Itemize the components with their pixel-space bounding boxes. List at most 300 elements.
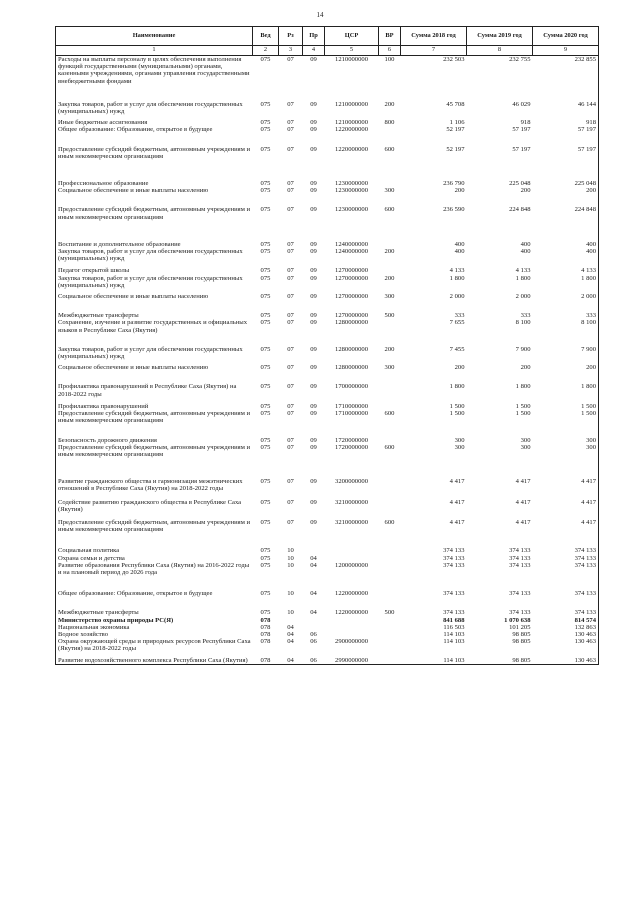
row-sum-2019: 400	[520, 248, 531, 256]
row-ved: 075	[260, 312, 271, 320]
row-sum-2019: 374 133	[509, 547, 531, 555]
row-sum-2018: 374 133	[443, 590, 465, 598]
row-name: Национальная экономика	[56, 624, 253, 631]
row-sum-2020: 374 133	[533, 562, 599, 576]
column-index: 3	[279, 46, 303, 56]
row-name: Расходы на выплаты персоналу в целях обеспечения выполнения функций государственными (муниципальными) органами, казенными учреждениями, органами управления государственными внебюджетными фондами	[56, 56, 253, 85]
row-rz: 07	[287, 56, 294, 63]
table-row	[56, 478, 599, 492]
row-pr: 06	[310, 630, 317, 638]
row-sum-2018: 7 455	[449, 345, 465, 353]
row-name: Охрана семьи и детства	[56, 555, 253, 562]
row-ved: 075	[260, 206, 271, 214]
row-ved: 075	[260, 293, 271, 301]
row-spacer	[56, 300, 599, 312]
row-pr: 09	[310, 180, 317, 188]
row-spacer	[56, 85, 599, 101]
column-index: 8	[467, 46, 533, 56]
row-pr: 09	[310, 518, 317, 526]
row-sum-2018: 114 103	[443, 630, 465, 638]
row-sum-2019: 918	[520, 119, 531, 127]
row-csr: 1280000000	[335, 364, 368, 372]
row-name: Профессиональное образование	[56, 180, 253, 187]
row-name: Предоставление субсидий бюджетным, автономным учреждениям и иным некоммерческим организациям	[56, 444, 253, 458]
row-name: Общее образование: Образование, открытое в будущее	[56, 126, 253, 133]
row-sum-2018: 1 500	[449, 402, 465, 410]
row-sum-2019: 225 048	[509, 180, 531, 188]
row-ved: 075	[260, 145, 271, 153]
table-row	[56, 590, 599, 597]
row-rz: 07	[287, 383, 294, 391]
row-sum-2018: 4 133	[449, 267, 465, 275]
table-row	[56, 56, 599, 85]
row-vr	[379, 437, 401, 444]
header-sum-2020: Сумма 2020 год	[533, 27, 599, 46]
row-sum-2019: 57 197	[512, 126, 531, 134]
row-pr: 09	[310, 410, 317, 418]
row-csr: 1240000000	[335, 248, 368, 256]
row-csr: 1230000000	[335, 180, 368, 188]
column-index: 5	[325, 46, 379, 56]
row-ved: 075	[260, 402, 271, 410]
row-pr: 09	[310, 274, 317, 282]
row-vr	[379, 638, 401, 652]
row-ved: 078	[260, 616, 271, 624]
row-csr: 1720000000	[335, 436, 368, 444]
row-csr	[325, 547, 379, 554]
row-name: Закупка товаров, работ и услуг для обеспечения государственных (муниципальных) нужд	[56, 275, 253, 289]
row-ved: 075	[260, 187, 271, 195]
row-ved: 075	[260, 478, 271, 486]
row-ved: 075	[260, 554, 271, 562]
row-sum-2019: 4 417	[515, 518, 531, 526]
table-row	[56, 555, 599, 562]
row-sum-2018: 333	[454, 312, 465, 320]
row-pr: 04	[310, 609, 317, 617]
row-pr: 04	[310, 590, 317, 598]
row-name: Развитие образования Республики Саха (Якутия) на 2016-2022 годы и на плановый период до 2026 года	[56, 562, 253, 576]
row-vr: 300	[384, 293, 395, 301]
row-sum-2019: 1 800	[515, 274, 531, 282]
row-sum-2020: 130 463	[533, 638, 599, 652]
row-sum-2018: 1 106	[449, 119, 465, 127]
row-sum-2019: 8 100	[515, 319, 531, 327]
row-csr: 2990000000	[325, 657, 379, 665]
row-spacer	[56, 160, 599, 180]
row-name: Иные бюджетные ассигнования	[56, 119, 253, 126]
row-vr	[379, 478, 401, 492]
row-rz: 10	[287, 609, 294, 617]
row-ved: 075	[260, 383, 271, 391]
row-sum-2018: 4 417	[449, 498, 465, 506]
row-sum-2019: 98 805	[467, 657, 533, 665]
row-vr: 200	[384, 274, 395, 282]
row-sum-2018: 300	[454, 443, 465, 451]
row-sum-2018: 374 133	[443, 561, 465, 569]
row-sum-2020: 300	[533, 437, 599, 444]
row-vr: 600	[384, 443, 395, 451]
row-pr: 06	[303, 657, 325, 665]
row-vr	[379, 403, 401, 410]
row-pr: 09	[310, 498, 317, 506]
row-rz: 04	[287, 638, 294, 646]
row-sum-2020: 300	[533, 444, 599, 458]
row-sum-2018: 52 197	[446, 145, 465, 153]
row-ved: 078	[260, 630, 271, 638]
table-row	[56, 241, 599, 248]
row-rz: 07	[287, 319, 294, 327]
row-sum-2019: 4 417	[515, 478, 531, 486]
row-pr: 09	[310, 364, 317, 372]
row-sum-2020: 200	[533, 364, 599, 371]
row-csr: 1220000000	[335, 145, 368, 153]
row-name: Общее образование: Образование, открытое в будущее	[56, 590, 253, 597]
column-index: 9	[533, 46, 599, 56]
row-name: Социальное обеспечение и иные выплаты населению	[56, 293, 253, 300]
row-pr: 09	[310, 119, 317, 127]
row-name: Социальное обеспечение и иные выплаты населению	[56, 187, 253, 194]
row-rz: 07	[287, 206, 294, 214]
header-sum-2019: Сумма 2019 год	[467, 27, 533, 46]
row-sum-2018: 114 103	[443, 638, 465, 646]
row-vr: 600	[384, 145, 395, 153]
row-vr: 100	[384, 56, 395, 63]
row-sum-2019: 4 133	[515, 267, 531, 275]
row-rz: 10	[287, 554, 294, 562]
row-sum-2020: 224 848	[533, 206, 599, 220]
row-pr: 09	[310, 126, 317, 134]
row-ved: 075	[260, 126, 271, 134]
row-sum-2019: 1 800	[515, 383, 531, 391]
header-sum-2018: Сумма 2018 год	[401, 27, 467, 46]
row-rz: 07	[287, 478, 294, 486]
row-sum-2018: 400	[454, 240, 465, 248]
column-index: 7	[401, 46, 467, 56]
row-sum-2020: 132 863	[533, 624, 599, 631]
row-spacer	[56, 533, 599, 547]
row-ved: 075	[260, 590, 271, 598]
row-rz: 07	[287, 100, 294, 108]
row-ved: 075	[260, 518, 271, 526]
row-rz: 04	[279, 657, 303, 665]
row-sum-2020: 225 048	[533, 180, 599, 187]
row-sum-2020: 374 133	[533, 555, 599, 562]
row-name: Развитие водохозяйственного комплекса Республики Саха (Якутия)	[56, 657, 253, 665]
row-vr	[379, 562, 401, 576]
row-sum-2019: 101 205	[509, 623, 531, 631]
row-csr: 1270000000	[335, 267, 368, 275]
row-sum-2019: 374 133	[509, 590, 531, 598]
table-row	[56, 617, 599, 624]
row-ved: 075	[260, 100, 271, 108]
row-ved: 075	[260, 180, 271, 188]
row-ved: 075	[260, 248, 271, 256]
row-sum-2020: 1 500	[533, 410, 599, 424]
row-pr: 04	[310, 554, 317, 562]
row-rz: 07	[287, 119, 294, 127]
row-sum-2018: 52 197	[446, 126, 465, 134]
table-row	[56, 275, 599, 289]
row-sum-2020: 8 100	[533, 319, 599, 333]
row-sum-2018: 236 790	[443, 180, 465, 188]
column-index: 4	[303, 46, 325, 56]
row-sum-2020: 1 800	[533, 383, 599, 397]
row-pr: 09	[310, 478, 317, 486]
table-row	[56, 437, 599, 444]
row-name: Охрана окружающей среды и природных ресурсов Республики Саха (Якутия) на 2018-2022 годы	[56, 638, 253, 652]
row-sum-2018: 4 417	[449, 478, 465, 486]
row-name: Развитие гражданского общества и гармонизация межэтнических отношений в Республике Саха (Якутия) на 2018-2022 годы	[56, 478, 253, 492]
row-sum-2018: 45 708	[446, 100, 465, 108]
table-row	[56, 146, 599, 160]
row-rz: 07	[287, 126, 294, 134]
row-vr: 600	[384, 206, 395, 214]
row-spacer	[56, 134, 599, 146]
row-ved: 075	[260, 240, 271, 248]
header-name: Наименование	[56, 27, 253, 46]
row-ved: 075	[260, 410, 271, 418]
row-sum-2019: 1 070 638	[504, 616, 531, 624]
row-csr: 1210000000	[335, 119, 368, 127]
row-spacer	[56, 458, 599, 478]
row-csr: 1710000000	[335, 410, 368, 418]
row-csr: 1270000000	[335, 293, 368, 301]
row-pr: 09	[310, 267, 317, 275]
row-csr: 3210000000	[335, 518, 368, 526]
row-pr: 09	[310, 56, 317, 63]
row-sum-2018: 374 133	[443, 609, 465, 617]
row-sum-2018: 200	[454, 364, 465, 372]
row-sum-2020: 374 133	[533, 547, 599, 554]
row-vr	[379, 631, 401, 638]
row-rz: 07	[287, 402, 294, 410]
row-pr: 09	[310, 248, 317, 256]
row-sum-2020: 400	[533, 241, 599, 248]
table-row	[56, 638, 599, 652]
row-csr: 1220000000	[335, 609, 368, 617]
row-rz: 07	[287, 187, 294, 195]
row-name: Министерство охраны природы РС(Я)	[56, 617, 253, 624]
row-vr: 600	[384, 410, 395, 418]
row-vr: 300	[384, 187, 395, 195]
table-row	[56, 631, 599, 638]
table-row	[56, 403, 599, 410]
row-spacer	[56, 425, 599, 437]
row-sum-2019: 400	[520, 240, 531, 248]
row-rz: 07	[287, 293, 294, 301]
row-sum-2019: 98 805	[512, 630, 531, 638]
row-vr	[379, 383, 401, 397]
row-rz: 07	[287, 240, 294, 248]
table-row	[56, 206, 599, 220]
row-ved: 075	[260, 267, 271, 275]
row-vr	[379, 241, 401, 248]
row-ved: 075	[260, 547, 271, 555]
budget-table	[55, 26, 599, 665]
row-rz: 07	[287, 345, 294, 353]
row-sum-2019: 333	[520, 312, 531, 320]
table-row	[56, 319, 599, 333]
row-sum-2020: 57 197	[533, 146, 599, 160]
row-sum-2019: 200	[520, 187, 531, 195]
row-vr	[379, 624, 401, 631]
row-name: Сохранение, изучение и развитие государственных и официальных языков в Республике Саха (Якутия)	[56, 319, 253, 333]
row-ved: 075	[260, 119, 271, 127]
row-rz: 07	[287, 364, 294, 372]
table-row	[56, 383, 599, 397]
column-index-row	[56, 46, 599, 56]
row-pr: 09	[310, 383, 317, 391]
row-sum-2020: 232 855	[533, 56, 599, 85]
row-sum-2020: 400	[533, 248, 599, 262]
row-sum-2018: 1 800	[449, 274, 465, 282]
row-sum-2019: 374 133	[509, 561, 531, 569]
row-vr	[379, 590, 401, 597]
row-sum-2020: 4 417	[533, 478, 599, 492]
row-vr: 200	[384, 100, 395, 108]
row-rz: 10	[287, 561, 294, 569]
table-row	[56, 267, 599, 274]
row-vr: 500	[384, 609, 395, 617]
row-rz: 07	[287, 518, 294, 526]
row-csr	[325, 555, 379, 562]
row-pr	[303, 624, 325, 631]
header-ved: Вед	[253, 27, 279, 46]
row-sum-2018: 116 503	[443, 623, 465, 631]
row-sum-2018: 2 000	[449, 293, 465, 301]
row-csr: 1200000000	[335, 561, 368, 569]
row-ved: 075	[260, 364, 271, 372]
table-row	[56, 562, 599, 576]
row-pr: 09	[310, 206, 317, 214]
row-ved: 075	[260, 436, 271, 444]
row-pr	[303, 547, 325, 554]
row-csr: 1230000000	[335, 187, 368, 195]
row-ved: 075	[260, 609, 271, 617]
row-vr	[379, 547, 401, 554]
row-sum-2018: 232 503	[443, 56, 465, 63]
row-vr: 800	[384, 119, 395, 127]
row-csr: 3200000000	[335, 478, 368, 486]
row-sum-2018: 400	[454, 248, 465, 256]
row-spacer	[56, 371, 599, 383]
table-row	[56, 293, 599, 300]
row-sum-2018: 200	[454, 187, 465, 195]
row-vr	[379, 617, 401, 624]
table-row	[56, 180, 599, 187]
row-csr: 1220000000	[335, 126, 368, 134]
row-csr	[325, 624, 379, 631]
row-csr: 3210000000	[335, 498, 368, 506]
row-ved: 075	[260, 443, 271, 451]
row-sum-2020: 130 463	[533, 657, 599, 665]
row-sum-2020: 4 417	[533, 499, 599, 513]
row-csr: 1270000000	[335, 312, 368, 320]
row-vr	[379, 499, 401, 513]
row-sum-2020: 2 000	[533, 293, 599, 300]
row-rz: 10	[287, 547, 294, 555]
table-row	[56, 547, 599, 554]
row-csr	[325, 617, 379, 624]
row-sum-2019: 224 848	[509, 206, 531, 214]
row-sum-2020: 814 574	[533, 617, 599, 624]
table-row	[56, 101, 599, 115]
row-sum-2019: 374 133	[509, 609, 531, 617]
table-row	[56, 187, 599, 194]
row-sum-2018: 300	[454, 436, 465, 444]
row-pr: 09	[310, 345, 317, 353]
row-vr	[379, 180, 401, 187]
row-ved: 075	[260, 319, 271, 327]
row-ved: 075	[260, 561, 271, 569]
table-row	[56, 499, 599, 513]
row-ved: 078	[260, 623, 271, 631]
row-csr: 1710000000	[335, 402, 368, 410]
row-csr: 1210000000	[335, 100, 368, 108]
table-row	[56, 519, 599, 533]
header-csr: ЦСР	[325, 27, 379, 46]
row-sum-2020: 374 133	[533, 609, 599, 616]
row-sum-2019: 200	[520, 364, 531, 372]
row-name: Предоставление субсидий бюджетным, автономным учреждениям и иным некоммерческим организациям	[56, 146, 253, 160]
page-number: 14	[316, 11, 324, 19]
row-pr: 09	[310, 100, 317, 108]
row-sum-2018: 114 103	[401, 657, 467, 665]
row-rz: 07	[287, 410, 294, 418]
row-vr	[379, 126, 401, 133]
row-vr	[379, 657, 401, 665]
row-sum-2019: 4 417	[515, 498, 531, 506]
row-sum-2019: 232 755	[509, 56, 531, 63]
row-spacer	[56, 221, 599, 241]
row-sum-2019: 1 500	[515, 402, 531, 410]
row-csr: 1230000000	[335, 206, 368, 214]
row-sum-2018: 841 688	[443, 616, 465, 624]
row-sum-2018: 374 133	[443, 554, 465, 562]
row-name: Содействие развитию гражданского общества в Республике Саха (Якутия)	[56, 499, 253, 513]
row-vr: 200	[384, 345, 395, 353]
row-name: Профилактика правонарушений	[56, 403, 253, 410]
row-vr	[379, 267, 401, 274]
row-pr: 09	[310, 443, 317, 451]
row-pr: 04	[310, 561, 317, 569]
row-ved: 075	[260, 345, 271, 353]
row-name: Водное хозяйство	[56, 631, 253, 638]
table-row	[56, 248, 599, 262]
row-name: Закупка товаров, работ и услуг для обеспечения государственных (муниципальных) нужд	[56, 101, 253, 115]
row-sum-2020: 4 133	[533, 267, 599, 274]
row-sum-2020: 1 500	[533, 403, 599, 410]
row-csr: 1280000000	[335, 319, 368, 327]
row-spacer	[56, 576, 599, 590]
row-name: Закупка товаров, работ и услуг для обеспечения государственных (муниципальных) нужд	[56, 248, 253, 262]
table-row	[56, 126, 599, 133]
row-csr: 2900000000	[335, 638, 368, 646]
row-vr: 600	[384, 518, 395, 526]
row-rz: 04	[287, 630, 294, 638]
header-row	[56, 27, 599, 46]
row-pr: 09	[310, 319, 317, 327]
row-sum-2019: 98 805	[512, 638, 531, 646]
row-rz: 07	[287, 267, 294, 275]
row-sum-2018: 1 500	[449, 410, 465, 418]
row-sum-2018: 374 133	[443, 547, 465, 555]
row-pr: 09	[310, 402, 317, 410]
row-rz	[279, 617, 303, 624]
row-vr	[379, 319, 401, 333]
row-name: Предоставление субсидий бюджетным, автономным учреждениям и иным некоммерческим организациям	[56, 410, 253, 424]
row-csr: 1220000000	[335, 590, 368, 598]
